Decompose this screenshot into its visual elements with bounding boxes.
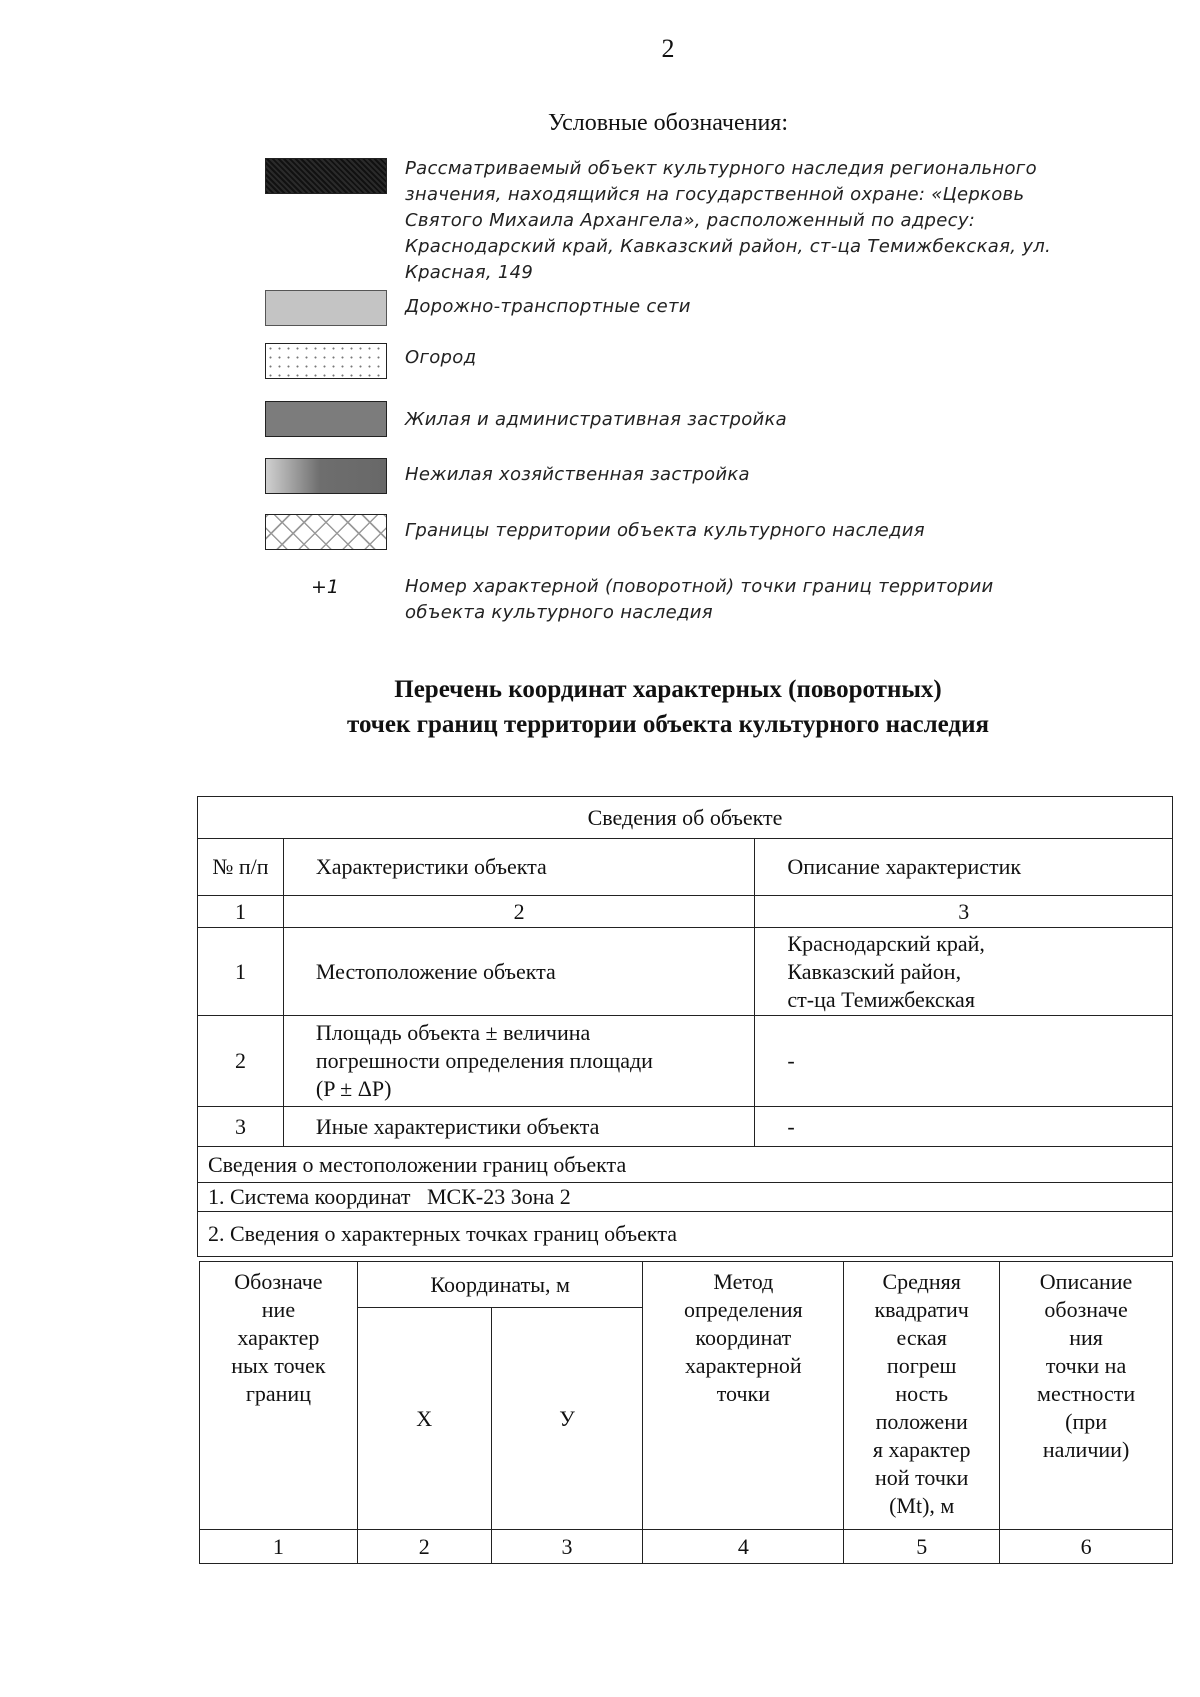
page-number: 2 <box>661 34 675 63</box>
residential-swatch-icon <box>265 401 387 437</box>
header-line: еская <box>896 1325 947 1350</box>
header-line: наличии) <box>1042 1437 1130 1462</box>
location-section: Сведения о местоположении границ объекта <box>198 1147 1173 1183</box>
header-line: квадратич <box>874 1297 969 1322</box>
col-number: 3 <box>755 896 1173 928</box>
row-description: - <box>755 1016 1173 1107</box>
legend-text: Огород <box>405 347 477 368</box>
header-line: ных точек <box>231 1353 326 1378</box>
object-info-table <box>197 796 1173 1257</box>
nonresidential-swatch-icon <box>265 458 387 494</box>
col-number: 6 <box>1000 1530 1173 1564</box>
header-description <box>1000 1262 1173 1530</box>
row-characteristic: Местоположение объекта <box>283 928 755 1016</box>
coordinate-system: 1. Система координат МСК-23 Зона 2 <box>198 1183 1173 1212</box>
header-line: положени <box>875 1409 968 1434</box>
coordinates-heading <box>0 672 1200 742</box>
header-line: (при <box>1065 1409 1107 1434</box>
row-number: 2 <box>198 1016 284 1107</box>
col-number: 2 <box>357 1530 491 1564</box>
col-number: 5 <box>844 1530 1000 1564</box>
header-line: координат <box>695 1325 792 1350</box>
garden-swatch-icon <box>265 343 387 379</box>
heading-line-2: точек границ территории объекта культурного наследия <box>347 711 989 738</box>
desc-line: ст-ца Темижбекская <box>787 986 975 1012</box>
row-description <box>755 928 1173 1016</box>
char-line: Площадь объекта ± величина <box>315 1020 591 1045</box>
col-number: 1 <box>200 1530 358 1564</box>
header-line: определения <box>684 1297 803 1322</box>
header-line: ной точки <box>875 1465 969 1490</box>
header-line: ние <box>261 1297 296 1322</box>
header-line: точки <box>716 1381 770 1406</box>
header-line: (Mt), м <box>889 1493 955 1518</box>
legend-text: Рассматриваемый объект культурного наследия регионального значения, находящийся на государственной охране: «Церковь Святого Михаила Архангела», расположенный по адресу: Краснодарский край, Кавказский район, ст-ца Темижбекская, ул. Красная, 149 <box>405 158 1052 283</box>
col-number: 3 <box>491 1530 643 1564</box>
roads-swatch-icon <box>265 290 387 326</box>
header-y: У <box>491 1308 643 1530</box>
point-marker: +1 <box>311 576 340 598</box>
header-line: границ <box>245 1381 311 1406</box>
row-number: 3 <box>198 1107 284 1147</box>
header-line: местности <box>1037 1381 1136 1406</box>
legend-title: Условные обозначения: <box>547 110 789 136</box>
header-x: X <box>357 1308 491 1530</box>
row-description: - <box>755 1107 1173 1147</box>
header-line: Описание <box>1039 1269 1133 1294</box>
row-characteristic: Иные характеристики объекта <box>283 1107 755 1147</box>
legend-text: Дорожно-транспортные сети <box>405 296 691 317</box>
object-swatch-icon <box>265 158 387 194</box>
char-line: (P ± ΔP) <box>315 1076 392 1101</box>
points-section: 2. Сведения о характерных точках границ объекта <box>198 1212 1173 1257</box>
table-title: Сведения об объекте <box>198 797 1173 839</box>
header-line: обозначе <box>1044 1297 1128 1322</box>
legend-text: Границы территории объекта культурного наследия <box>405 520 925 541</box>
header-line: ния <box>1069 1325 1103 1350</box>
header-designation <box>200 1262 358 1530</box>
header-line: Средняя <box>882 1269 961 1294</box>
row-characteristic <box>283 1016 755 1107</box>
table-row <box>198 1107 1173 1147</box>
territory-swatch-icon <box>265 514 387 550</box>
header-number: № п/п <box>198 839 284 896</box>
header-error <box>844 1262 1000 1530</box>
header-description: Описание характеристик <box>755 839 1173 896</box>
header-line: Метод <box>713 1269 774 1294</box>
col-number: 2 <box>283 896 755 928</box>
header-line: я характер <box>872 1437 971 1462</box>
col-number: 4 <box>643 1530 844 1564</box>
legend-text: Нежилая хозяйственная застройка <box>405 464 750 485</box>
header-coordinates: Координаты, м <box>357 1262 643 1308</box>
header-line: Обозначе <box>234 1269 323 1294</box>
col-number: 1 <box>198 896 284 928</box>
header-line: ность <box>895 1381 949 1406</box>
header-characteristics: Характеристики объекта <box>283 839 755 896</box>
header-line: погреш <box>886 1353 957 1378</box>
heading-line-1: Перечень координат характерных (поворотных) <box>394 676 942 703</box>
desc-line: Краснодарский край, <box>787 930 985 956</box>
legend-text: Номер характерной (поворотной) точки границ территории объекта культурного наследия <box>405 576 994 623</box>
header-line: точки на <box>1045 1353 1127 1378</box>
table-row <box>198 928 1173 1016</box>
table-row <box>198 1016 1173 1107</box>
desc-line: Кавказский район, <box>787 958 962 984</box>
char-line: погрешности определения площади <box>315 1048 653 1073</box>
header-method <box>643 1262 844 1530</box>
header-line: характерной <box>685 1353 802 1378</box>
row-number: 1 <box>198 928 284 1016</box>
legend-text: Жилая и административная застройка <box>405 409 788 430</box>
header-line: характер <box>237 1325 320 1350</box>
points-table <box>199 1261 1173 1564</box>
